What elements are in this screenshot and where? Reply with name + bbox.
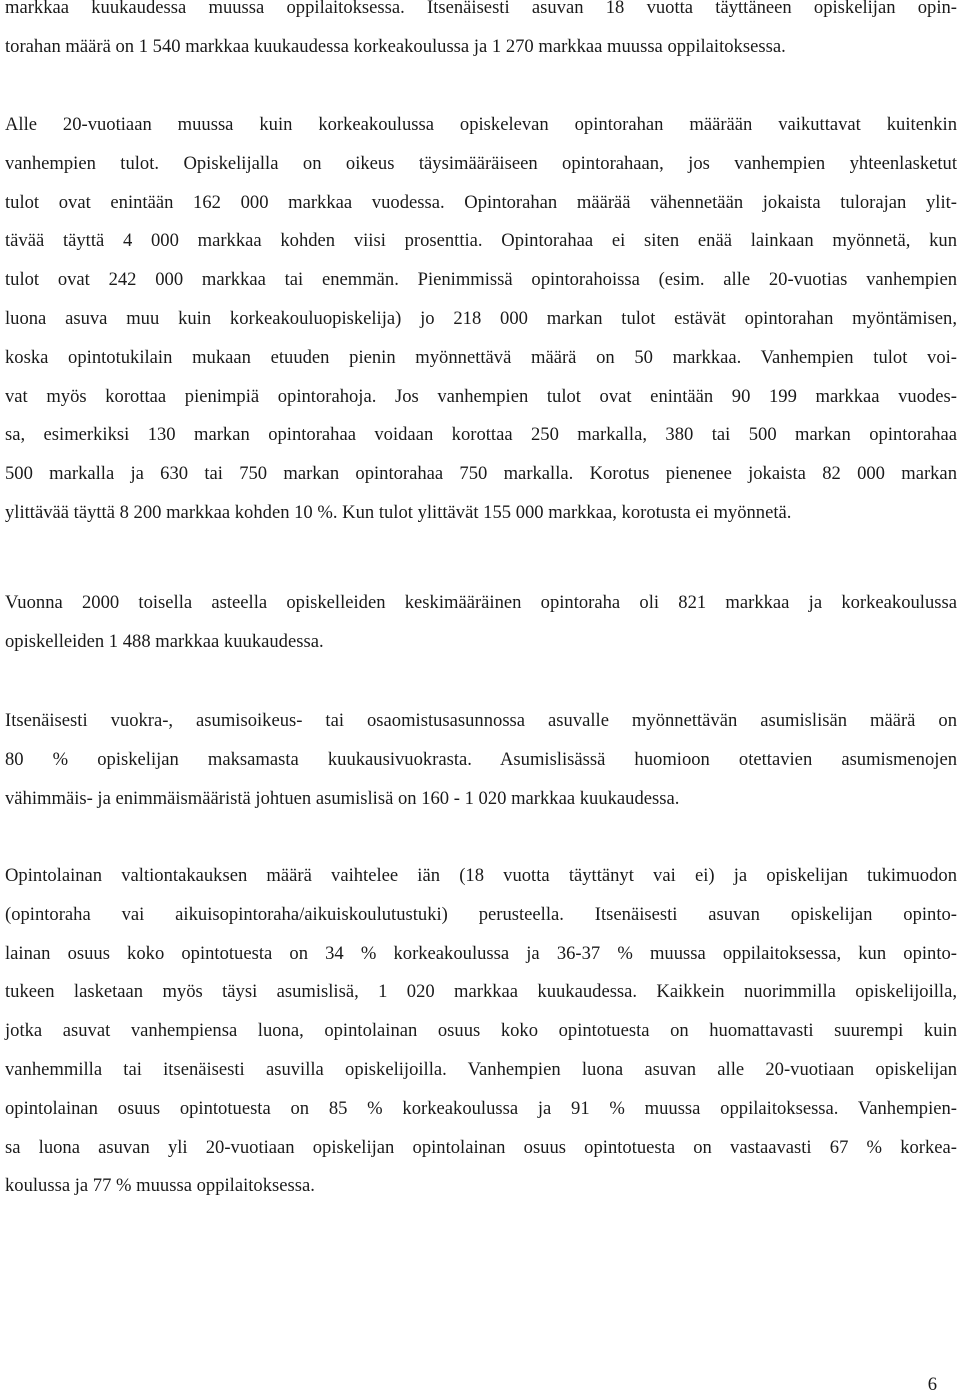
text-line: 500 markalla ja 630 tai 750 markan opintorahaa 750 markalla. Korotus pienenee jokaista 82 000 markan	[5, 463, 957, 485]
text-line: ylittävää täyttä 8 200 markkaa kohden 10 %. Kun tulot ylittävät 155 000 markkaa, korotusta ei myönnetä.	[5, 501, 792, 523]
page-number: 6	[927, 1374, 937, 1395]
text-line: sa, esimerkiksi 130 markan opintorahaa voidaan korottaa 250 markalla, 380 tai 500 markan opintorahaa	[5, 424, 957, 446]
text-line: opiskelleiden 1 488 markkaa kuukaudessa.	[5, 630, 324, 652]
paragraph-study-loan-guarantee	[5, 857, 957, 1206]
text-line: tukeen lasketaan myös täysi asumislisä, 1 020 markkaa kuukaudessa. Kaikkein nuorimmilla opiskelijoilla,	[5, 981, 957, 1003]
text-line: vähimmäis- ja enimmäismääristä johtuen asumislisä on 160 - 1 020 markkaa kuukaudessa.	[5, 787, 680, 809]
text-line: torahan määrä on 1 540 markkaa kuukaudessa korkeakoulussa ja 1 270 markkaa muussa oppilaitoksessa.	[5, 35, 786, 57]
text-line: Alle 20-vuotiaan muussa kuin korkeakoulussa opiskelevan opintorahan määrään vaikuttavat kuitenkin	[5, 114, 957, 135]
text-line: vanhemmilla tai itsenäisesti asuvilla opiskelijoilla. Vanhempien luona asuvan alle 20-vuotiaan opiskelijan	[5, 1058, 957, 1080]
text-line: vanhempien tulot. Opiskelijalla on oikeus täysimääräiseen opintorahaan, jos vanhempien yhteenlasketut	[5, 152, 957, 174]
text-line: vat myös korottaa pienimpiä opintorahoja. Jos vanhempien tulot ovat enintään 90 199 markkaa vuodes-	[5, 385, 957, 407]
text-line: koska opintotukilain mukaan etuuden pienin myönnettävä määrä on 50 markkaa. Vanhempien tulot voi-	[5, 346, 957, 368]
paragraph-parental-income	[5, 106, 957, 533]
paragraph-average-grant-2000	[5, 584, 957, 662]
text-line: 80 % opiskelijan maksamasta kuukausivuokrasta. Asumislisässä huomioon otettavien asumismenojen	[5, 748, 957, 770]
text-line: Opintolainan valtiontakauksen määrä vaihtelee iän (18 vuotta täyttänyt vai ei) ja opiskelijan tukimuodon	[5, 865, 957, 886]
text-line: tulot ovat enintään 162 000 markkaa vuodessa. Opintorahan määrää vähennetään jokaista tulorajan ylit-	[5, 191, 957, 213]
paragraph-housing-supplement	[5, 702, 957, 818]
text-line: Itsenäisesti vuokra-, asumisoikeus- tai osaomistusasunnossa asuvalle myönnettävän asumislisän määrä on	[5, 710, 957, 731]
text-line: lainan osuus koko opintotuesta on 34 % korkeakoulussa ja 36-37 % muussa oppilaitoksessa, kun opinto-	[5, 942, 957, 964]
text-line: (opintoraha vai aikuisopintoraha/aikuiskoulutustuki) perusteella. Itsenäisesti asuvan opiskelijan opinto-	[5, 903, 957, 925]
text-line: markkaa kuukaudessa muussa oppilaitoksessa. Itsenäisesti asuvan 18 vuotta täyttäneen opiskelijan opin-	[5, 0, 957, 18]
text-line: luona asuva muu kuin korkeakouluopiskelija) jo 218 000 markan tulot estävät opintorahan myöntämisen,	[5, 307, 957, 329]
text-line: Vuonna 2000 toisella asteella opiskelleiden keskimääräinen opintoraha oli 821 markkaa ja korkeakoulussa	[5, 592, 957, 613]
paragraph-study-grant-independent	[5, 0, 957, 67]
text-line: sa luona asuvan yli 20-vuotiaan opiskelijan opintolainan osuus opintotuesta on vastaavasti 67 % korkea-	[5, 1136, 957, 1158]
text-line: opintolainan osuus opintotuesta on 85 % korkeakoulussa ja 91 % muussa oppilaitoksessa. Vanhempien-	[5, 1097, 957, 1119]
text-line: tulot ovat 242 000 markkaa tai enemmän. Pienimmissä opintorahoissa (esim. alle 20-vuotias vanhempien	[5, 269, 957, 291]
text-line: tävää täyttä 4 000 markkaa kohden viisi prosenttia. Opintorahaa ei siten enää lainkaan myönnetä, kun	[5, 230, 957, 252]
text-line: jotka asuvat vanhempiensa luona, opintolainan osuus koko opintotuesta on huomattavasti suurempi kuin	[5, 1020, 957, 1042]
text-line: koulussa ja 77 % muussa oppilaitoksessa.	[5, 1175, 315, 1197]
